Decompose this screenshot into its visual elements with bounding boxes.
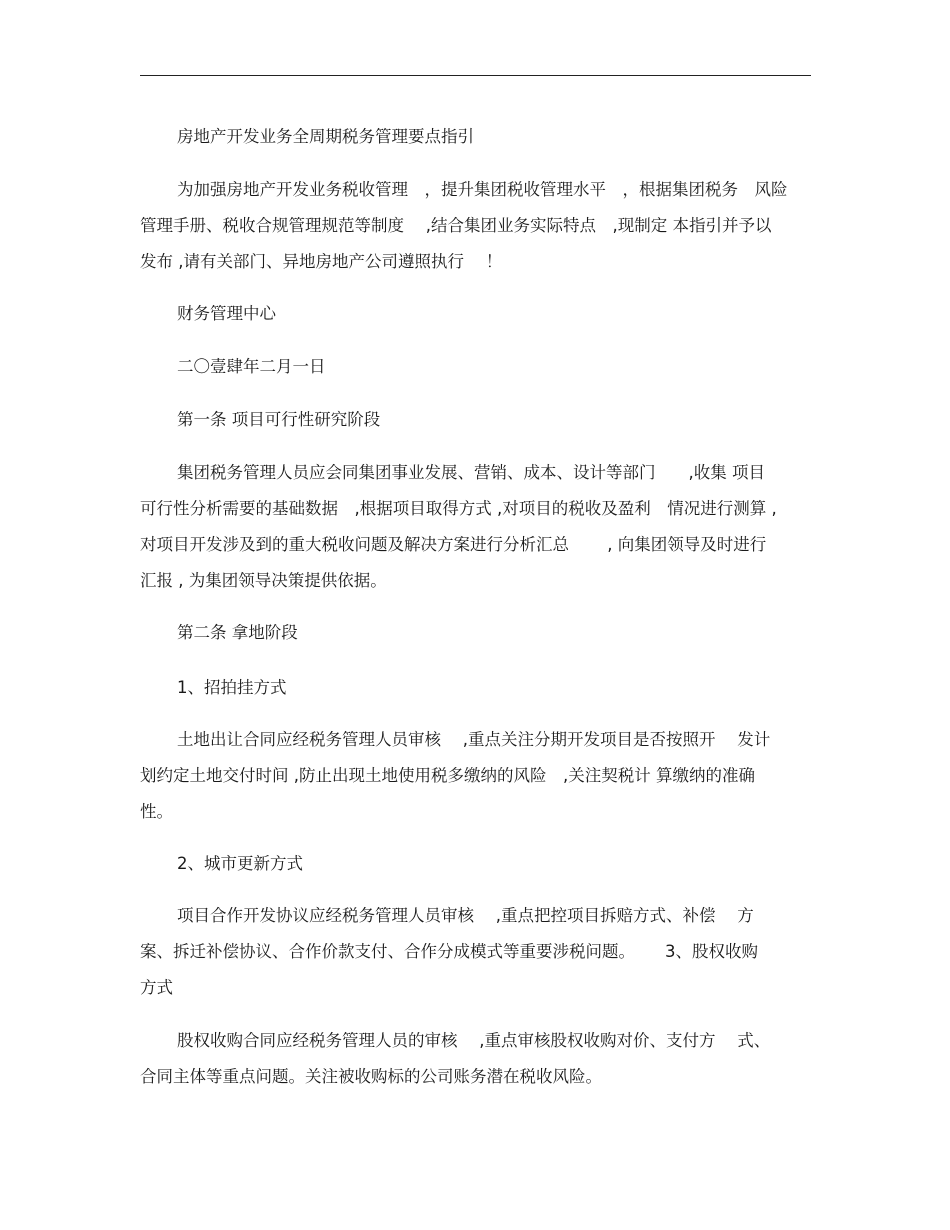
document-title: 房地产开发业务全周期税务管理要点指引 [177,127,474,146]
item3-paragraph [140,1023,812,1095]
article1-line: 可行性分析需要的基础数据 ,根据项目取得方式 ,对项目的税收及盈利 情况进行测算 , [140,499,777,518]
article1-line: 汇报 , 为集团领导决策提供依据。 [140,571,387,590]
intro-paragraph [140,172,812,280]
header-rule [140,75,811,76]
article1-line: 集团税务管理人员应会同集团事业发展、营销、成本、设计等部门 ,收集 项目 [177,463,765,482]
intro-line: 为加强房地产开发业务税收管理 ，提升集团税收管理水平 ，根据集团税务 风险 [177,180,788,199]
issuer: 财务管理中心 [177,304,276,323]
item1-line: 性。 [140,802,173,821]
item2-line: 方式 [140,978,173,997]
item2-heading: 2、城市更新方式 [177,854,303,873]
item1-line: 划约定土地交付时间 ,防止出现土地使用税多缴纳的风险 ,关注契税计 算缴纳的准确 [140,766,755,785]
intro-line: 发布 ,请有关部门、异地房地产公司遵照执行 ！ [140,252,503,271]
item1-paragraph [140,722,812,830]
item2-line: 项目合作开发协议应经税务管理人员审核 ,重点把控项目拆赔方式、补偿 方 [177,906,754,925]
item2-line: 案、拆迁补偿协议、合作价款支付、合作分成模式等重要涉税问题。 3、股权收购 [140,942,758,961]
item3-line: 股权收购合同应经税务管理人员的审核 ,重点审核股权收购对价、支付方 式、 [177,1031,771,1050]
item2-paragraph [140,898,812,1006]
article2-heading: 第二条 拿地阶段 [177,623,298,642]
item1-heading: 1、招拍挂方式 [177,678,287,697]
article1-line: 对项目开发涉及到的重大税收问题及解决方案进行分析汇总 , 向集团领导及时进行 [140,535,767,554]
article1-heading: 第一条 项目可行性研究阶段 [177,410,381,429]
item1-line: 土地出让合同应经税务管理人员审核 ,重点关注分期开发项目是否按照开 发计 [177,730,771,749]
article1-paragraph [140,455,812,599]
issue-date: 二〇壹肆年二月一日 [177,357,326,376]
intro-line: 管理手册、税收合规管理规范等制度 ,结合集团业务实际特点 ,现制定 本指引并予以 [140,216,772,235]
item3-line: 合同主体等重点问题。关注被收购标的公司账务潜在税收风险。 [140,1067,602,1086]
